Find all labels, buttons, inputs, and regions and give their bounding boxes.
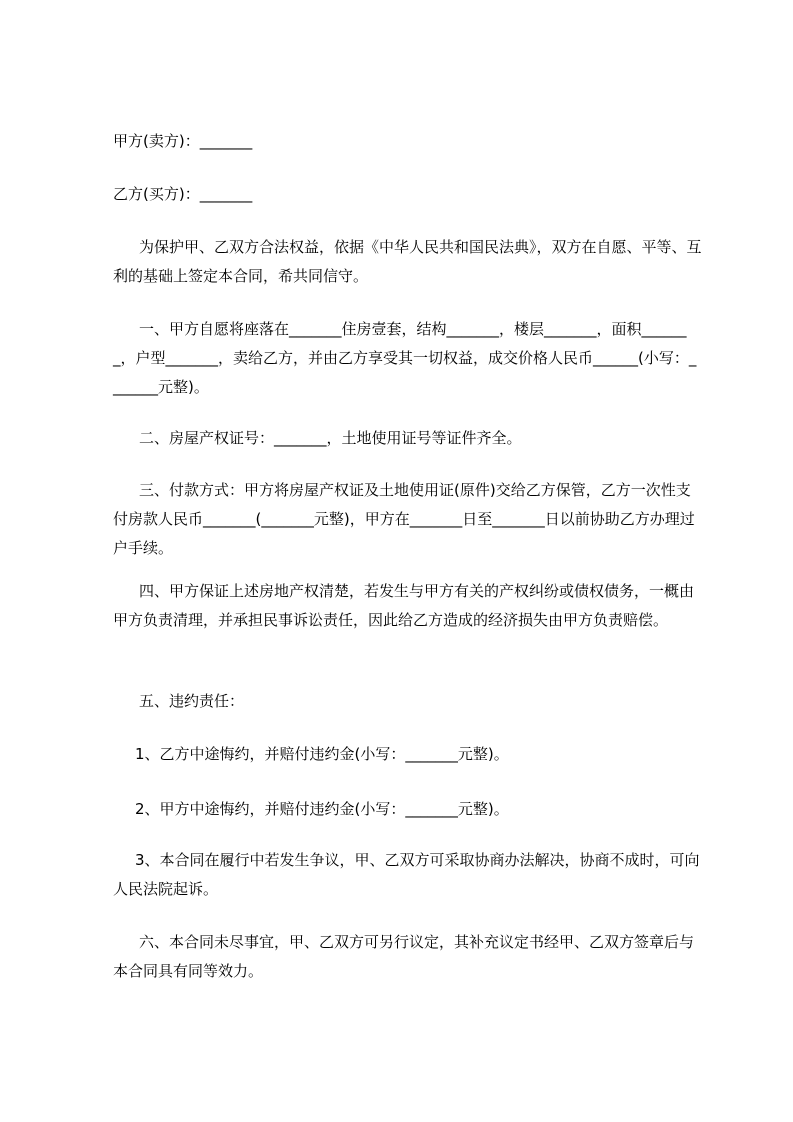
clause-6-paragraph: 六、本合同未尽事宜，甲、乙双方可另行议定，其补充议定书经甲、乙双方签章后与本合同具有同等效力。 xyxy=(113,933,695,980)
party-b-line: 乙方(买方)：_______ xyxy=(113,185,253,203)
clause-5-item-2: 2、甲方中途悔约，并赔付违约金(小写：_______元整)。 xyxy=(135,800,509,818)
clause-5-item-3: 3、本合同在履行中若发生争议，甲、乙双方可采取协商办法解决，协商不成时，可向人民法院起诉。 xyxy=(113,851,700,898)
clause-5-item-1: 1、乙方中途悔约，并赔付违约金(小写：_______元整)。 xyxy=(135,745,509,763)
clause-1-paragraph: 一、甲方自愿将座落在_______住房壹套，结构_______，楼层_______，面积_______，户型_______，卖给乙方，并由乙方享受其一切权益，成交价格人民币______(小写：_______元整)。 xyxy=(113,320,697,396)
clause-3-paragraph: 三、付款方式：甲方将房屋产权证及土地使用证(原件)交给乙方保管，乙方一次性支付房款人民币_______(_______元整)，甲方在_______日至_______日以前协助乙方办理过户手续。 xyxy=(113,481,695,557)
clause-5-title: 五、违约责任： xyxy=(139,692,245,710)
party-a-line: 甲方(卖方)：_______ xyxy=(113,132,253,150)
preamble-paragraph: 为保护甲、乙双方合法权益，依据《中华人民共和国民法典》，双方在自愿、平等、互利的基础上签定本合同，希共同信守。 xyxy=(113,238,702,285)
clause-4-paragraph: 四、甲方保证上述房地产权清楚，若发生与甲方有关的产权纠纷或债权债务，一概由甲方负责清理，并承担民事诉讼责任，因此给乙方造成的经济损失由甲方负责赔偿。 xyxy=(113,582,695,629)
clause-2-paragraph: 二、房屋产权证号：_______，土地使用证号等证件齐全。 xyxy=(139,429,522,447)
